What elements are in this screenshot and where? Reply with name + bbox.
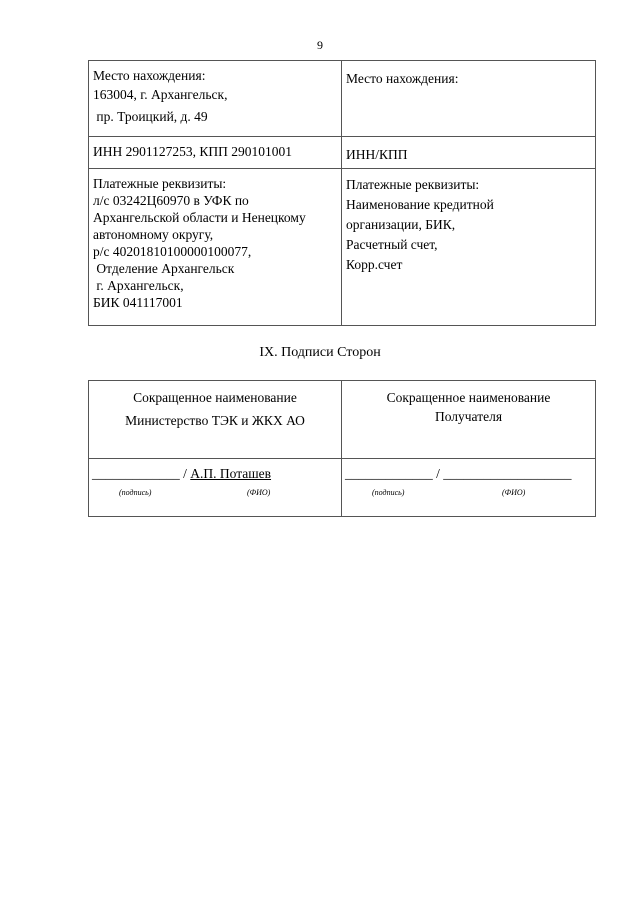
signature-caption: (подпись) [119, 488, 152, 497]
section-title: IX. Подписи Сторон [259, 345, 381, 360]
party-name: Министерство ТЭК и ЖКХ АО [125, 413, 305, 428]
party-names-row [89, 381, 596, 459]
tax-id-row [89, 137, 596, 169]
payment-line: автономному округу, [93, 227, 214, 242]
signature-caption: (подпись) [372, 488, 405, 497]
signature-line: _____________ / ___________________ [345, 466, 572, 481]
tax-id-label: ИНН/КПП [346, 147, 408, 162]
payment-line: организации, БИК, [346, 217, 456, 232]
requisites-table [88, 60, 596, 326]
address-label: Место нахождения: [93, 68, 206, 83]
tax-id-value: ИНН 2901127253, КПП 290101001 [93, 144, 292, 159]
signature-row [89, 459, 596, 517]
recipient-address-cell [342, 61, 596, 137]
recipient-signature-cell [342, 459, 596, 517]
page-number: 9 [317, 38, 323, 52]
recipient-tax-id-cell [342, 137, 596, 169]
signature-blank: _____________ / [92, 466, 191, 481]
signatures-table [88, 380, 596, 517]
payment-line: Корр.счет [346, 257, 403, 272]
name-caption: (ФИО) [502, 488, 526, 497]
grantor-address-cell [89, 61, 342, 137]
payment-line: Архангельской области и Ненецкому [93, 210, 306, 225]
payment-line: Наименование кредитной [346, 197, 494, 212]
name-caption: (ФИО) [247, 488, 271, 497]
short-name-label: Сокращенное наименование [133, 390, 297, 405]
address-line: 163004, г. Архангельск, [93, 87, 228, 102]
payment-line: БИК 041117001 [93, 295, 183, 310]
payment-line: Расчетный счет, [346, 237, 438, 252]
address-row [89, 61, 596, 137]
recipient-payment-cell [342, 169, 596, 326]
payment-line: р/с 40201810100000100077, [93, 244, 252, 259]
short-name-label: Сокращенное наименование [386, 390, 551, 405]
payment-line: л/с 03242Ц60970 в УФК по [93, 193, 249, 208]
recipient-name-cell [342, 381, 596, 459]
payment-line: Отделение Архангельск [93, 261, 235, 276]
party-name: Получателя [434, 409, 503, 424]
payment-line: г. Архангельск, [93, 278, 184, 293]
grantor-name-cell [89, 381, 342, 459]
grantor-signature-cell [89, 459, 342, 517]
payment-line: Платежные реквизиты: [93, 176, 227, 191]
address-line: пр. Троицкий, д. 49 [93, 109, 208, 124]
grantor-payment-cell [89, 169, 342, 326]
payment-line: Платежные реквизиты: [346, 177, 480, 192]
payment-row [89, 169, 596, 326]
address-label: Место нахождения: [346, 71, 459, 86]
grantor-tax-id-cell [89, 137, 342, 169]
signatory-name: А.П. Поташев [190, 466, 272, 481]
signature-line [92, 465, 271, 482]
